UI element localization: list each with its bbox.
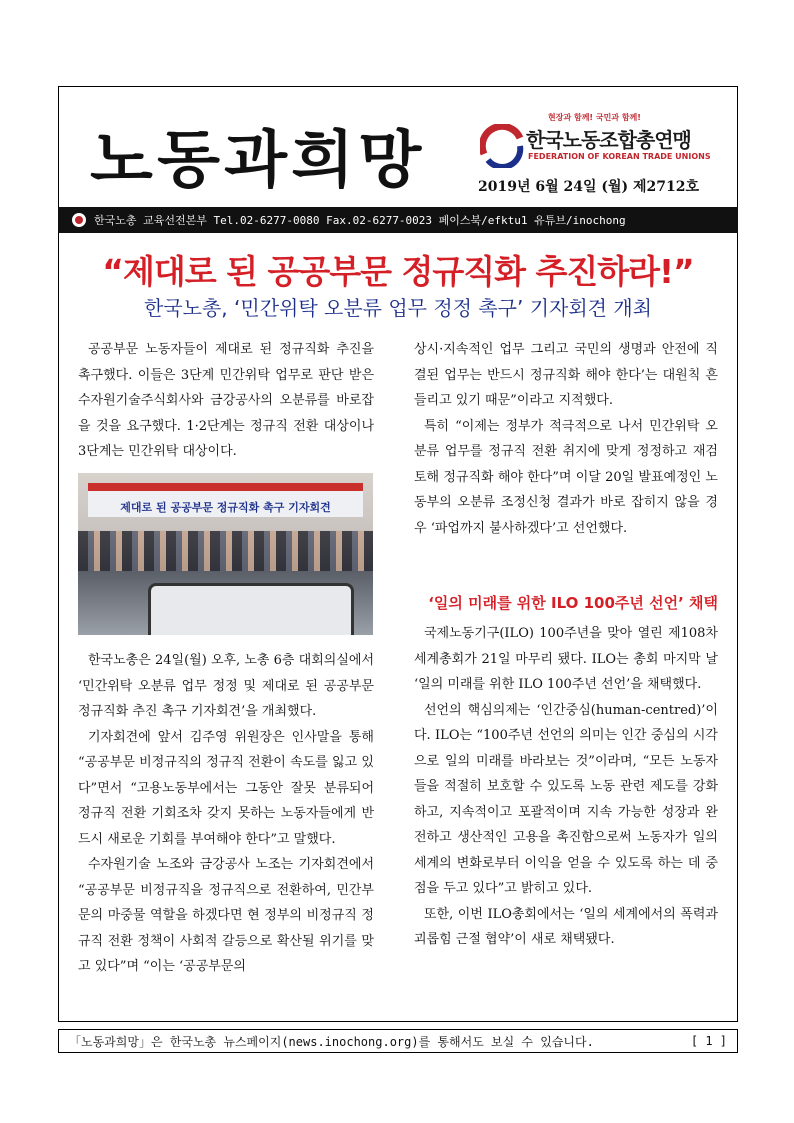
photo-crowd [78,531,373,571]
brand-slogan: 현장과 함께! 국민과 함께! [548,113,641,122]
paragraph: 특히 “이제는 정부가 적극적으로 나서 민간위탁 오분류 업무를 정규직 전환 취지에 맞게 정정하고 재검토해 정규직화 해야 한다”며 이달 20일 발표예정인 노동부의 오분류 조정신청 결과가 바로 잡히지 않을 경우 ‘파업까지 불사하겠다’고 선언했다. [414,418,718,536]
paragraph: 또한, 이번 ILO총회에서는 ‘일의 세계에서의 폭력과 괴롭힘 근절 협약’이 새로 채택됐다. [414,906,718,947]
section-heading: ‘일의 미래를 위한 ILO 100주년 선언’ 채택 [428,594,718,612]
brand-english-name: FEDERATION OF KOREAN TRADE UNIONS [528,152,711,161]
article-left-bottom [78,648,374,980]
paragraph: 수자원기술 노조와 금강공사 노조는 기자회견에서 “공공부문 비정규직을 정규직으로 전환하여, 민간부문의 마중물 역할을 하겠다면 현 정부의 비정규직 정규직 전환 정책이 사회적 갈등으로 확산될 위기를 맞고 있다”며 “이는 ‘공공부문의 [78,857,374,974]
article-right-top [414,337,718,541]
paragraph: 상시·지속적인 업무 그리고 국민의 생명과 안전에 직결된 업무는 반드시 정규직화 해야 한다’는 대원칙 흔들리고 있기 때문”이라고 지적했다. [414,342,718,408]
footer-text: 「노동과희망」은 한국노총 뉴스페이지(news.inochong.org)를 통해서도 보실 수 있습니다. [69,1034,594,1049]
paragraph: 기자회견에 앞서 김주영 위원장은 인사말을 통해 “공공부문 비정규직의 정규직 전환이 속도를 잃고 있다”면서 “고용노동부에서는 그동안 잘못 분류되어 정규직 전환 기회조차 갖지 못하는 노동자들에게 반드시 새로운 기회를 부여해야 한다”고 말했다. [78,729,374,847]
paragraph: 한국노총은 24일(월) 오후, 노총 6층 대회의실에서 ‘민간위탁 오분류 업무 정정 및 제대로 된 공공부문 정규직화 추진 촉구 기자회견’을 개최했다. [78,653,374,719]
footer [58,1029,738,1053]
page-number: [ 1 ] [690,1034,727,1048]
press-conference-photo [78,473,373,635]
contact-text: 한국노총 교육선전본부 Tel.02-6277-0080 Fax.02-6277-0023 페이스북/efktu1 유튜브/inochong [94,214,626,227]
issue-date: 2019년 6월 24일 (월) 제2712호 [478,179,700,195]
photo-banner-text: 제대로 된 공공부문 정규직화 촉구 기자회견 [120,501,331,514]
subheadline: 한국노총, ‘민간위탁 오분류 업무 정정 촉구’ 기자회견 개최 [144,296,652,320]
headline: “제대로 된 공공부문 정규직화 추진하라!” [102,252,694,291]
masthead-title: 노동과희망 [90,123,426,196]
photo-banner [88,483,363,517]
paragraph: 공공부문 노동자들이 제대로 된 정규직화 추진을 촉구했다. 이들은 3단계 민간위탁 업무로 판단 받은 수자원기술주식회사와 금강공사의 오분류를 바로잡을 것을 요구했다. 1·2단계는 정규직 전환 대상이나 3단계는 민간위탁 대상이다. [78,342,374,459]
paragraph: 국제노동기구(ILO) 100주년을 맞아 열린 제108차 세계총회가 21일 마무리 됐다. ILO는 총회 마지막 날 ‘일의 미래를 위한 ILO 100주년 선언’을 채택했다. [414,626,718,692]
fktu-logo-icon [480,124,524,168]
paragraph: 선언의 핵심의제는 ‘인간중심(human-centred)’이다. ILO는 “100주년 선언의 의미는 인간 중심의 시각으로 일의 미래를 바라보는 것”이라며, “모든 노동자들을 적절히 보호할 수 있도록 노동 관련 제도를 강화하고, 지속적이고 포괄적이며 지속 가능한 성장과 완전하고 생산적인 고용을 촉진함으로써 노동자가 일의 세계의 변화로부터 이익을 얻을 수 있도록 하는 데 중점을 두고 있다”고 밝히고 있다. [414,702,718,896]
photo-table [148,583,354,635]
brand-name: 한국노동조합총연맹 [526,128,691,152]
fktu-small-logo-icon [72,213,86,227]
article-left-top [78,337,374,465]
contact-bar [58,207,738,233]
article-right-bottom [414,621,718,953]
